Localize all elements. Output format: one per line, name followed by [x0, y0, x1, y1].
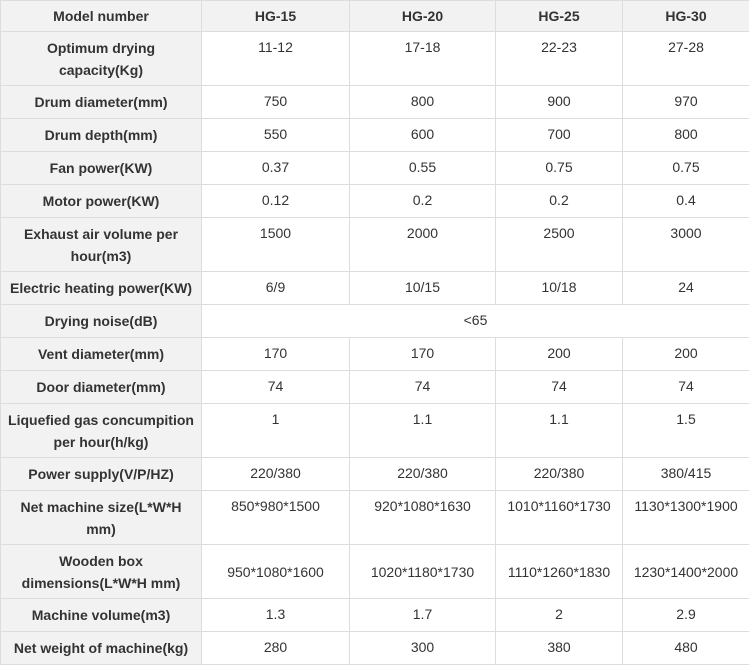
table-row — [1, 305, 749, 338]
row-label: Vent diameter(mm) — [1, 338, 202, 371]
row-label: Drying noise(dB) — [1, 305, 202, 338]
cell-value: 10/15 — [350, 272, 496, 305]
cell-value: 2000 — [350, 218, 496, 272]
row-label: Exhaust air volume per hour(m3) — [1, 218, 202, 272]
cell-value: 0.75 — [623, 152, 749, 185]
cell-value: 750 — [202, 86, 350, 119]
cell-value: 950*1080*1600 — [202, 545, 350, 599]
cell-value: 1010*1160*1730 — [496, 491, 623, 545]
cell-value: 2 — [496, 599, 623, 632]
table-row — [1, 272, 749, 305]
table-row — [1, 491, 749, 545]
table-row — [1, 86, 749, 119]
cell-value: 0.37 — [202, 152, 350, 185]
cell-value: 24 — [623, 272, 749, 305]
cell-value: 74 — [202, 371, 350, 404]
merged-cell-value: <65 — [202, 305, 749, 338]
row-label: Motor power(KW) — [1, 185, 202, 218]
row-label: Machine volume(m3) — [1, 599, 202, 632]
cell-value: 700 — [496, 119, 623, 152]
cell-value: 1130*1300*1900 — [623, 491, 749, 545]
cell-value: 0.55 — [350, 152, 496, 185]
cell-value: 220/380 — [496, 458, 623, 491]
row-label: Liquefied gas concumpition per hour(h/kg) — [1, 404, 202, 458]
row-label: Power supply(V/P/HZ) — [1, 458, 202, 491]
cell-value: 220/380 — [202, 458, 350, 491]
cell-value: 300 — [350, 632, 496, 665]
cell-value: 220/380 — [350, 458, 496, 491]
cell-value: 3000 — [623, 218, 749, 272]
cell-value: 1.3 — [202, 599, 350, 632]
cell-value: 170 — [202, 338, 350, 371]
cell-value: 11-12 — [202, 32, 350, 86]
cell-value: 600 — [350, 119, 496, 152]
cell-value: 900 — [496, 86, 623, 119]
cell-value: 800 — [623, 119, 749, 152]
table-row — [1, 218, 749, 272]
cell-value: 1110*1260*1830 — [496, 545, 623, 599]
cell-value: 920*1080*1630 — [350, 491, 496, 545]
table-row — [1, 632, 749, 665]
cell-value: 1.5 — [623, 404, 749, 458]
cell-value: 1.7 — [350, 599, 496, 632]
cell-value: 280 — [202, 632, 350, 665]
cell-value: 74 — [496, 371, 623, 404]
table-row — [1, 32, 749, 86]
cell-value: 0.4 — [623, 185, 749, 218]
cell-value: 1230*1400*2000 — [623, 545, 749, 599]
table-row — [1, 545, 749, 599]
table-row — [1, 458, 749, 491]
cell-value: 2.9 — [623, 599, 749, 632]
row-label: Drum depth(mm) — [1, 119, 202, 152]
cell-value: 200 — [496, 338, 623, 371]
cell-value: 850*980*1500 — [202, 491, 350, 545]
cell-value: 1.1 — [496, 404, 623, 458]
header-row — [1, 1, 749, 32]
table-row — [1, 371, 749, 404]
row-label: Wooden box dimensions(L*W*H mm) — [1, 545, 202, 599]
cell-value: 380 — [496, 632, 623, 665]
cell-value: 1500 — [202, 218, 350, 272]
row-label: Net weight of machine(kg) — [1, 632, 202, 665]
cell-value: 200 — [623, 338, 749, 371]
table-row — [1, 185, 749, 218]
cell-value: 1020*1180*1730 — [350, 545, 496, 599]
cell-value: 27-28 — [623, 32, 749, 86]
cell-value: 0.12 — [202, 185, 350, 218]
table-row — [1, 152, 749, 185]
cell-value: 74 — [623, 371, 749, 404]
cell-value: 170 — [350, 338, 496, 371]
cell-value: 480 — [623, 632, 749, 665]
cell-value: 0.2 — [350, 185, 496, 218]
cell-value: 17-18 — [350, 32, 496, 86]
cell-value: 550 — [202, 119, 350, 152]
header-hg-20: HG-20 — [350, 1, 496, 32]
table-row — [1, 119, 749, 152]
cell-value: 2500 — [496, 218, 623, 272]
cell-value: 380/415 — [623, 458, 749, 491]
table-row — [1, 599, 749, 632]
cell-value: 1.1 — [350, 404, 496, 458]
row-label: Drum diameter(mm) — [1, 86, 202, 119]
cell-value: 0.2 — [496, 185, 623, 218]
cell-value: 1 — [202, 404, 350, 458]
cell-value: 800 — [350, 86, 496, 119]
header-hg-30: HG-30 — [623, 1, 749, 32]
header-hg-25: HG-25 — [496, 1, 623, 32]
row-label: Electric heating power(KW) — [1, 272, 202, 305]
cell-value: 10/18 — [496, 272, 623, 305]
cell-value: 6/9 — [202, 272, 350, 305]
row-label: Optimum drying capacity(Kg) — [1, 32, 202, 86]
row-label: Fan power(KW) — [1, 152, 202, 185]
cell-value: 74 — [350, 371, 496, 404]
header-hg-15: HG-15 — [202, 1, 350, 32]
header-model-number: Model number — [1, 1, 202, 32]
table-row — [1, 338, 749, 371]
cell-value: 22-23 — [496, 32, 623, 86]
cell-value: 970 — [623, 86, 749, 119]
row-label: Door diameter(mm) — [1, 371, 202, 404]
row-label: Net machine size(L*W*H mm) — [1, 491, 202, 545]
cell-value: 0.75 — [496, 152, 623, 185]
table-row — [1, 404, 749, 458]
